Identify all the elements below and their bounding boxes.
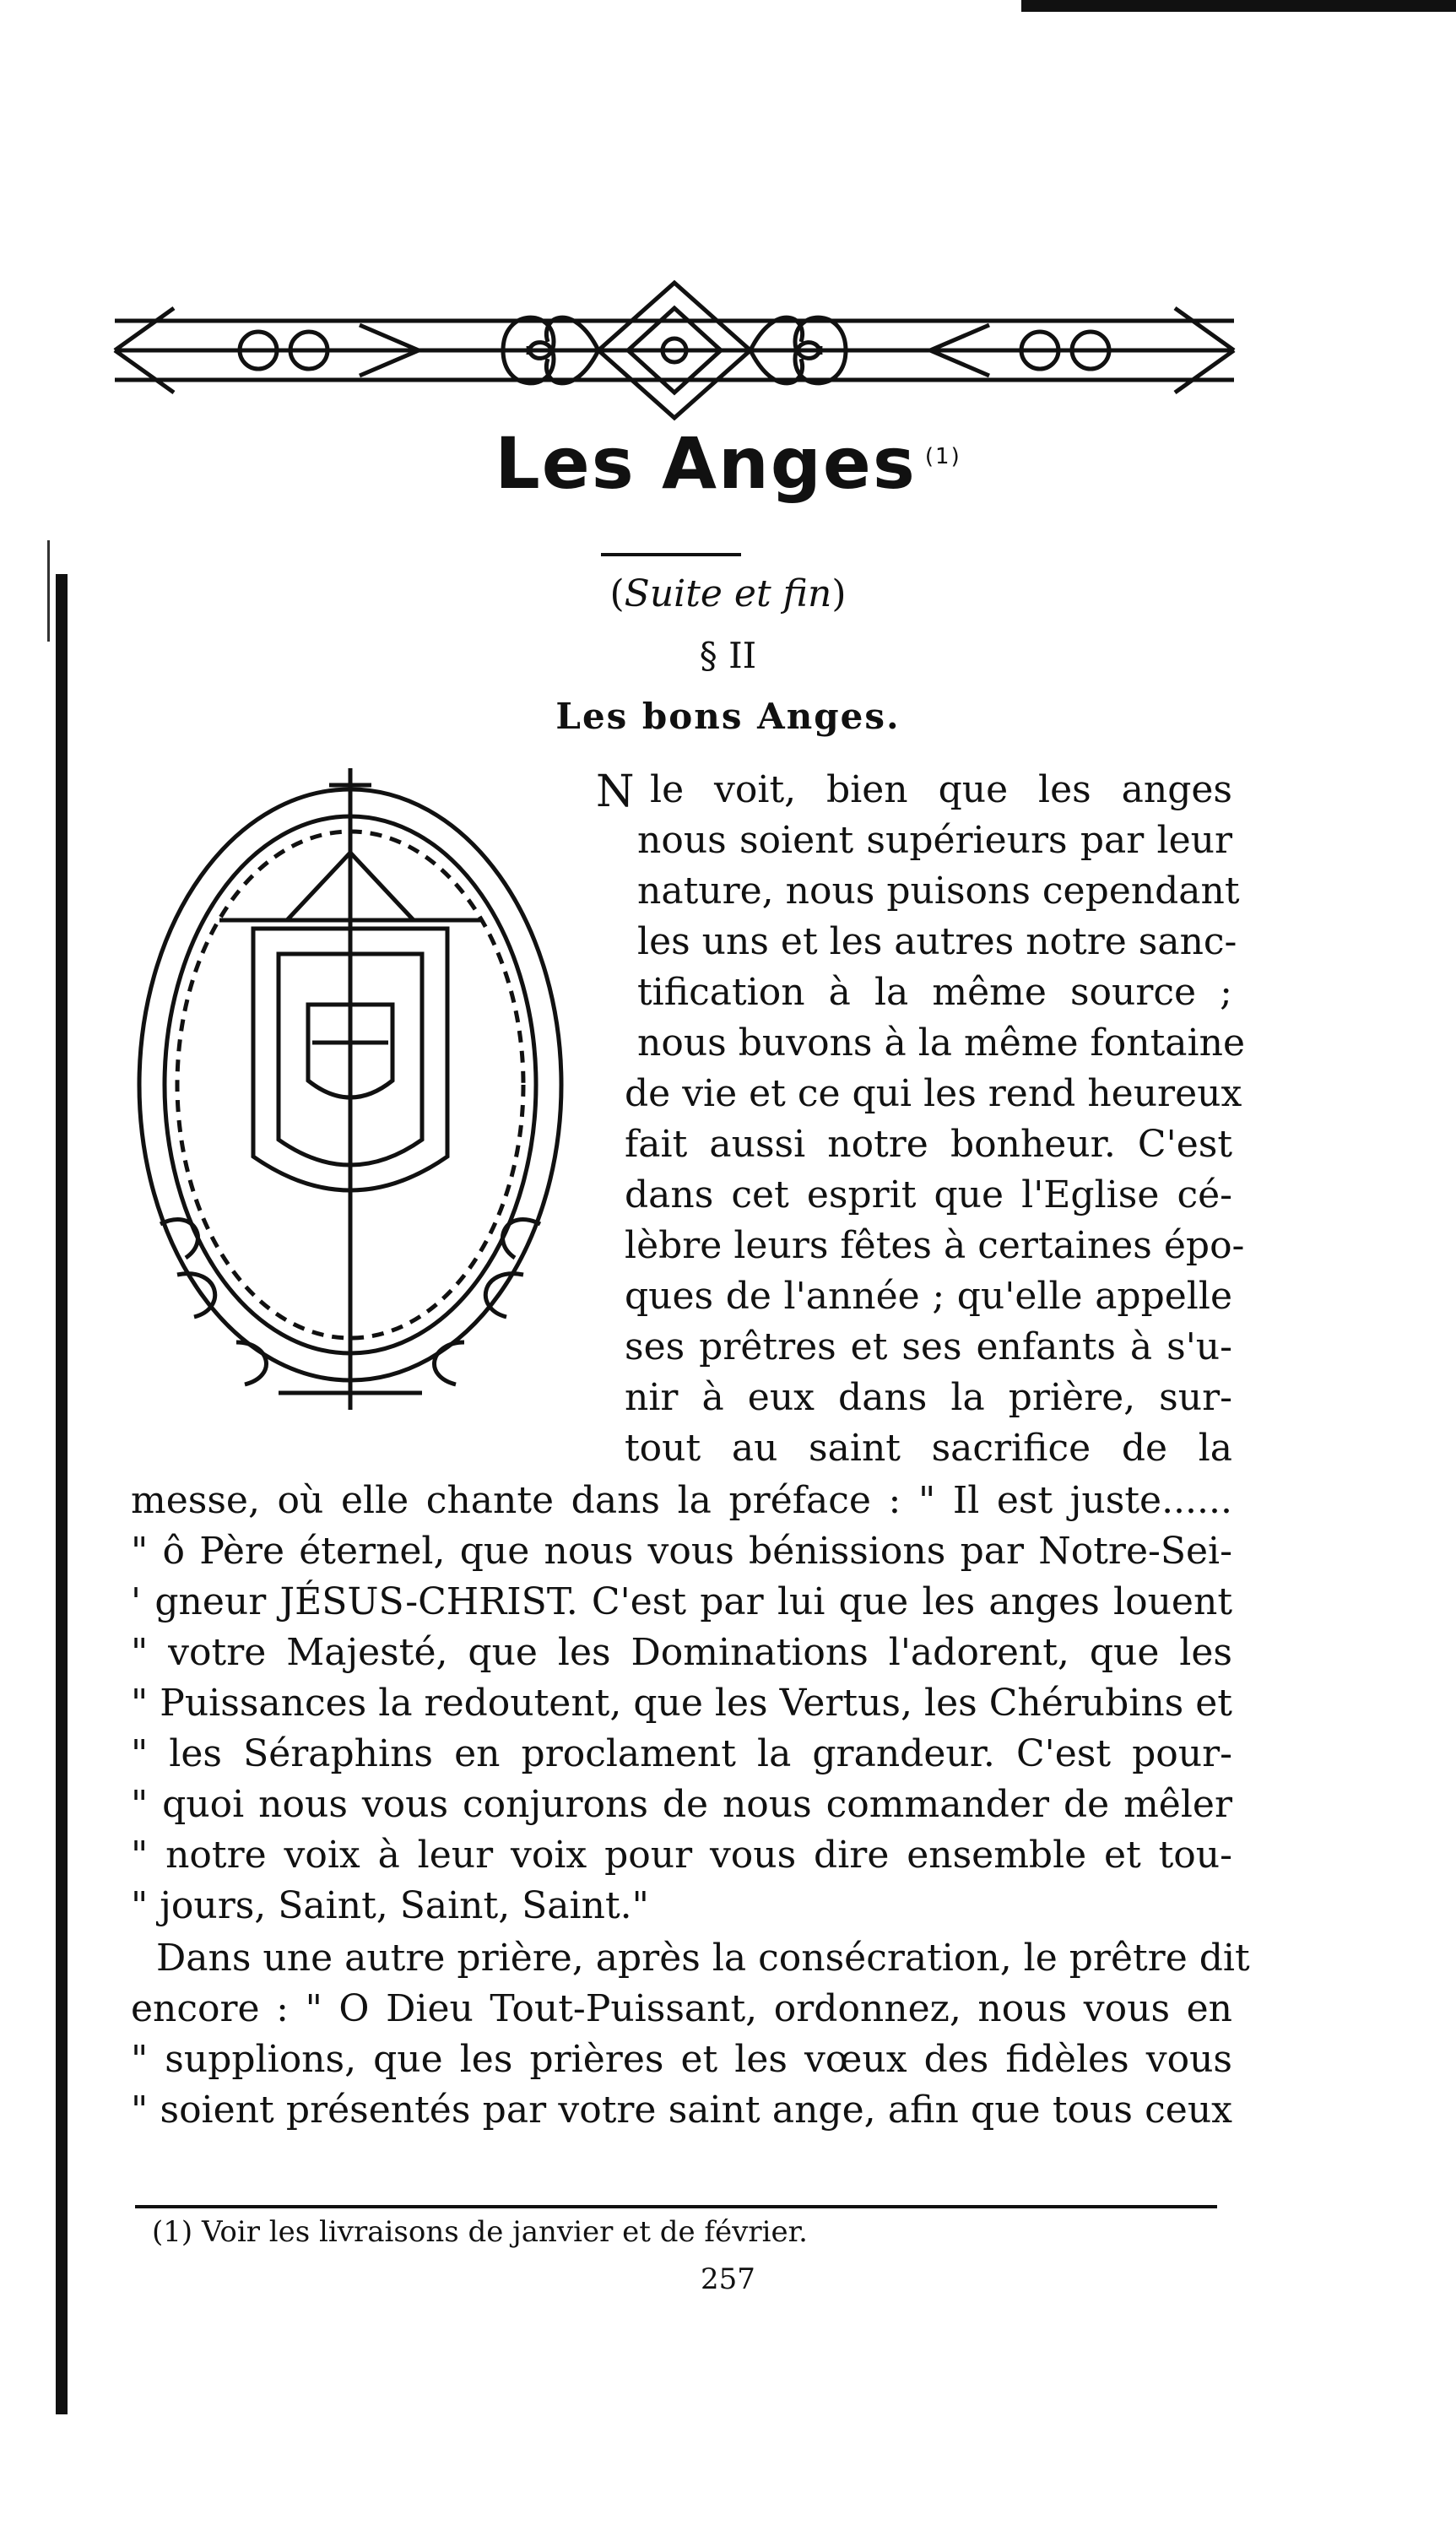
footnote-rule [135, 2205, 1217, 2208]
body-line: nous soient supérieurs par leur [637, 819, 1232, 862]
section-number: § II [699, 635, 757, 676]
body-line: nous buvons à la même fontaine [637, 1021, 1245, 1065]
body-line: " ô Père éternel, que nous vous bénissions par Notre-Sei- [131, 1530, 1232, 1573]
banner-emblem-illustration [127, 751, 582, 1418]
subtitle-open-paren: ( [609, 572, 625, 615]
body-line: messe, où elle chante dans la préface : " Il est juste...... [131, 1479, 1232, 1522]
body-line: " quoi nous vous conjurons de nous commander de mêler [131, 1783, 1232, 1826]
body-line: " notre voix à leur voix pour vous dire ensemble et tou- [131, 1834, 1232, 1877]
body-line: nir à eux dans la prière, sur- [625, 1376, 1232, 1419]
section-heading: Les bons Anges. [555, 696, 901, 737]
scan-edge-left [56, 574, 68, 2414]
drop-cap: N [596, 767, 635, 817]
body-line: ques de l'année ; qu'elle appelle [625, 1275, 1232, 1318]
ornamental-header-band [106, 274, 1242, 426]
body-line: dans cet esprit que l'Eglise cé- [625, 1173, 1232, 1216]
body-line: nature, nous puisons cependant [637, 870, 1240, 913]
body-line: " Puissances la redoutent, que les Vertus, les Chérubins et [131, 1682, 1232, 1725]
body-line: de vie et ce qui les rend heureux [625, 1072, 1242, 1115]
body-line: lèbre leurs fêtes à certaines épo- [625, 1224, 1245, 1267]
body-line: tout au saint sacrifice de la [625, 1427, 1232, 1470]
body-line: le voit, bien que les anges [650, 768, 1232, 811]
title-rule [601, 553, 741, 556]
scan-edge-top [1021, 0, 1456, 12]
body-line: " les Séraphins en proclament la grandeur. C'est pour- [131, 1732, 1232, 1775]
footnote: (1) Voir les livraisons de janvier et de février. [152, 2215, 808, 2249]
title-text: Les Anges [495, 422, 917, 505]
page-title [0, 422, 1456, 505]
body-line: " soient présentés par votre saint ange, afin que tous ceux [131, 2089, 1232, 2132]
page-number: 257 [701, 2262, 755, 2296]
subtitle-close-paren: ) [831, 572, 847, 615]
body-line: " jours, Saint, Saint, Saint." [131, 1884, 649, 1927]
body-line: ' gneur JÉSUS-CHRIST. C'est par lui que les anges louent [131, 1580, 1232, 1623]
body-line: les uns et les autres notre sanc- [637, 920, 1237, 963]
body-line: fait aussi notre bonheur. C'est [625, 1123, 1232, 1166]
body-line: Dans une autre prière, après la consécration, le prêtre dit [156, 1937, 1250, 1980]
subtitle-text: Suite et fin [624, 572, 832, 615]
body-line: encore : " O Dieu Tout-Puissant, ordonnez, nous vous en [131, 1987, 1232, 2030]
subtitle [0, 572, 1456, 615]
body-line: " supplions, que les prières et les vœux des fidèles vous [131, 2038, 1232, 2081]
body-line: " votre Majesté, que les Dominations l'adorent, que les [131, 1631, 1232, 1674]
body-line: ses prêtres et ses enfants à s'u- [625, 1325, 1232, 1368]
body-line: tification à la même source ; [637, 971, 1232, 1014]
title-footnote-marker: (1) [924, 444, 961, 469]
